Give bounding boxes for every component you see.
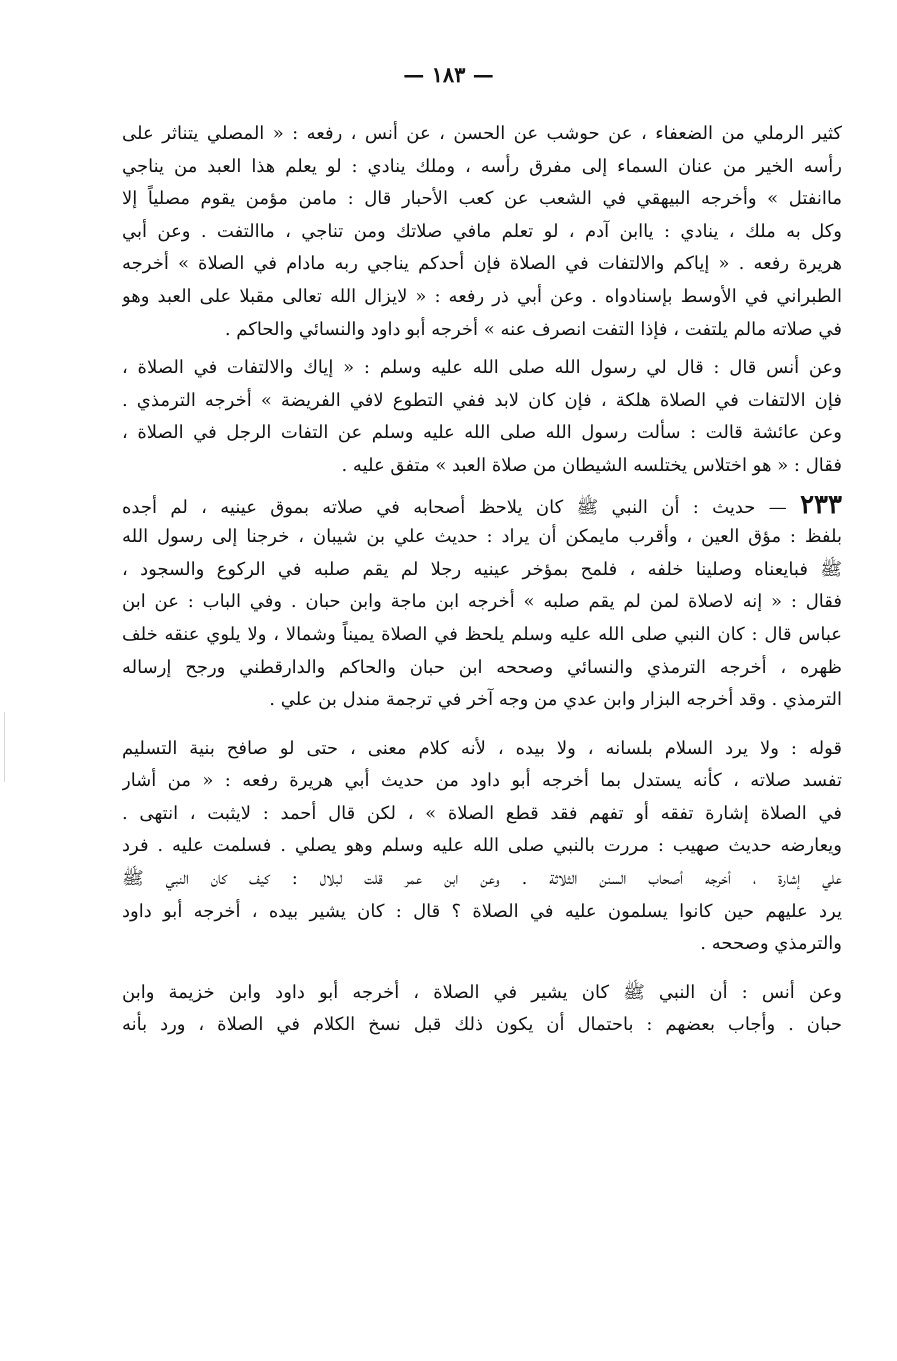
paragraph <box>122 733 842 961</box>
text-line: ظهره ، أخرجه الترمذي والنسائي وصححه ابن حبان والحاكم والدارقطني ورجح إرساله <box>122 656 842 678</box>
text-line: وكل به ملك ، ينادي : ياابن آدم ، لو تعلم مافي صلاتك ومن تناجي ، ماالتفت . وعن أبي <box>122 220 842 242</box>
hadith-first-line <box>122 489 842 522</box>
page-body <box>122 118 842 1042</box>
text-line: فقال : « إنه لاصلاة لمن لم يقم صلبه » أخرجه ابن ماجة وابن حبان . وفي الباب : عن ابن <box>122 591 842 613</box>
hadith-number: ٢٣٣ <box>800 489 842 520</box>
text-line: في صلاته مالم يلتفت ، فإذا التفت انصرف عنه » أخرجه أبو داود والنسائي والحاكم . <box>224 318 842 340</box>
text-line: فقال : « هو اختلاس يختلسه الشيطان من صلاة العبد » متفق عليه . <box>341 454 842 476</box>
margin-scan-mark <box>4 712 5 782</box>
paragraph-spacer <box>122 717 842 733</box>
text-line: وعن أنس : أن النبي ﷺ كان يشير في الصلاة ، أخرجه أبو داود وابن خزيمة وابن <box>122 981 842 1003</box>
text-line: ويعارضه حديث صهيب : مررت بالنبي صلى الله عليه وسلم وهو يصلي . فسلمت عليه . فرد <box>122 835 842 857</box>
page-number: — ١٨٣ — <box>403 62 494 87</box>
text-line: الترمذي . وقد أخرجه البزار وابن عدي من وجه آخر في ترجمة مندل بن علي . <box>269 689 842 711</box>
text-line: وعن عائشة قالت : سألت رسول الله صلى الله عليه وسلم عن التفات الرجل في الصلاة ، <box>122 422 842 444</box>
text-line: في الصلاة إشارة تفقه أو تفهم فقد قطع الصلاة » ، لكن قال أحمد : لايثبت ، انتهى . <box>122 802 842 824</box>
paragraph <box>122 352 842 482</box>
text-line: والترمذي وصححه . <box>700 933 842 955</box>
text-line: هريرة رفعه . « إياكم والالتفات في الصلاة فإن أحدكم يناجي ربه مادام في الصلاة » أخرجه <box>122 253 842 275</box>
text-line: فإن الالتفات في الصلاة هلكة ، فإن كان لابد ففي التطوع لافي الفريضة » أخرجه الترمذي . <box>122 389 842 411</box>
text-line: ماانفتل » وأخرجه البيهقي في الشعب عن كعب الأحبار قال : مامن مؤمن يقوم مصلياً إلا <box>122 188 842 210</box>
text-line: وعن أنس قال : قال لي رسول الله صلى الله عليه وسلم : « إياك والالتفات في الصلاة ، <box>122 357 842 379</box>
text-line: الطبراني في الأوسط بإسنادواه . وعن أبي ذر رفعه : « لايزال الله تعالى مقبلا على العبد وهو <box>122 285 842 307</box>
text-line: كثير الرملي من الضعفاء ، عن حوشب عن الحسن ، عن أنس ، رفعه : « المصلي يتناثر على <box>122 123 842 144</box>
text-line: يرد عليهم حين كانوا يسلمون عليه في الصلاة ؟ قال : كان يشير بيده ، أخرجه أبو داود <box>122 900 842 922</box>
text-line: رأسه الخير من عنان السماء إلى مفرق رأسه ، وملك ينادي : لو يعلم هذا العبد من يناجي <box>122 155 842 177</box>
paragraph-spacer <box>122 961 842 977</box>
text-line: تفسد صلاته ، كأنه يستدل بما أخرجه أبو داود من حديث أبي هريرة رفعه : « من أشار <box>122 770 842 792</box>
text-line: علي إشارة ، أخرجه أصحاب السنن الثلاثة . وعن ابن عمر قلت لبلال : كيف كان النبي ﷺ <box>122 868 842 890</box>
text-line: بلفظ : مؤق العين ، وأقرب مايمكن أن يراد : حديث علي بن شيبان ، خرجنا إلى رسول الله <box>122 526 842 548</box>
paragraph <box>122 977 842 1042</box>
hadith-paragraph <box>122 489 842 717</box>
text-line: قوله : ولا يرد السلام بلسانه ، ولا بيده ، لأنه كلام معنى ، حتى لو صافح بنية التسليم <box>122 737 842 759</box>
text-line: عباس قال : كان النبي صلى الله عليه وسلم يلحظ في الصلاة يميناً وشمالا ، ولا يلوي عنقه خلف <box>122 623 842 645</box>
text-line: حبان . وأجاب بعضهم : باحتمال أن يكون ذلك قبل نسخ الكلام في الصلاة ، ورد بأنه <box>122 1014 842 1036</box>
text-line: ﷺ فبايعناه وصلينا خلفه ، فلمح بمؤخر عينيه رجلا لم يقم صلبه في الركوع والسجود ، <box>122 558 842 580</box>
text-line-content: — حديث : أن النبي ﷺ كان يلاحظ أصحابه في صلاته بموق عينيه ، لم أجده <box>122 496 787 518</box>
paragraph <box>122 118 842 346</box>
